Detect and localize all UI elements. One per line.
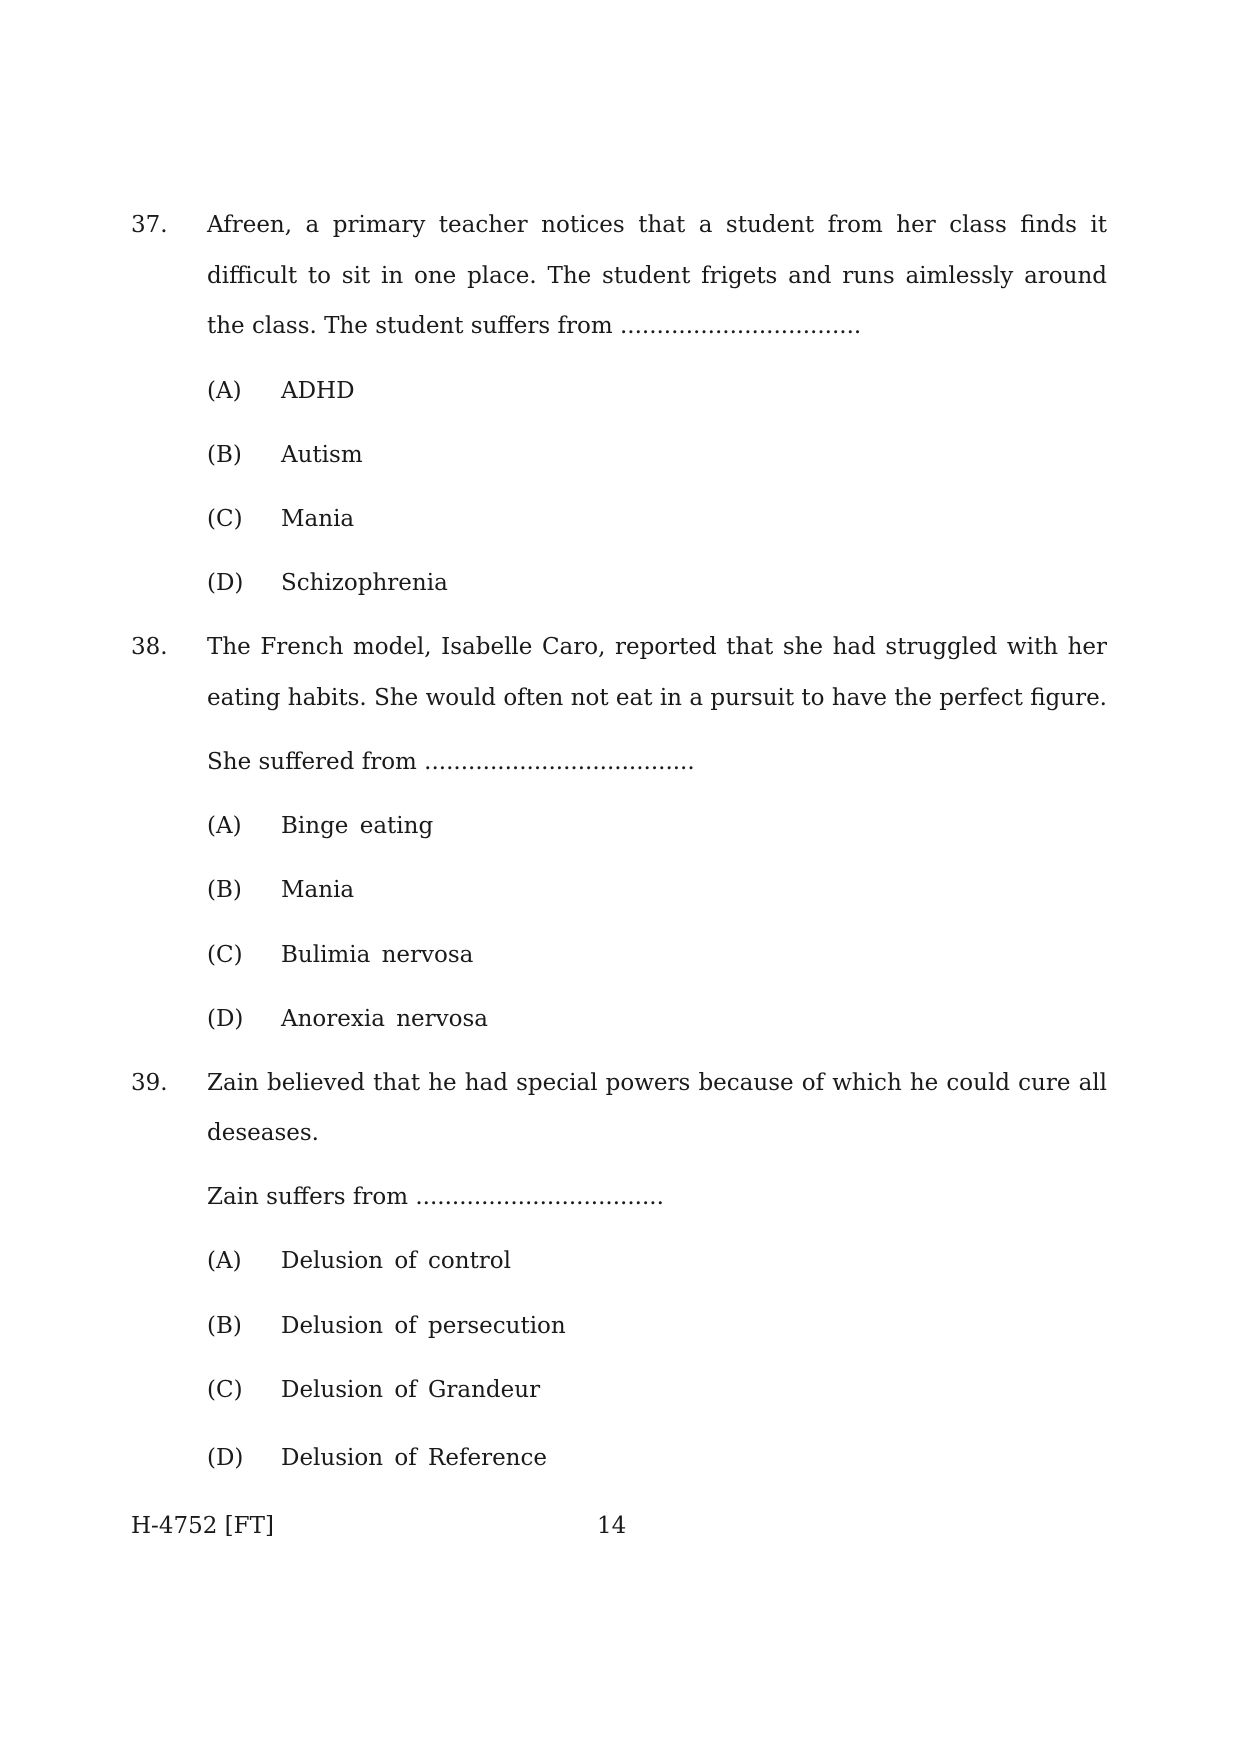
option-text: Delusion of Grandeur — [281, 1377, 541, 1403]
option-text: Bulimia nervosa — [281, 942, 474, 968]
option-label: (A) — [207, 1248, 242, 1274]
option-text: Delusion of Reference — [281, 1445, 547, 1471]
question-text-line: Zain suffers from .................................. — [207, 1184, 664, 1210]
option-text: Anorexia nervosa — [281, 1006, 489, 1032]
question-text-line: deseases. — [207, 1120, 319, 1146]
option-text: Delusion of persecution — [281, 1313, 566, 1339]
option-label: (B) — [207, 877, 242, 903]
page-number: 14 — [597, 1513, 627, 1539]
question-text-line: She suffered from ..................................... — [207, 749, 695, 775]
option-text: Mania — [281, 877, 355, 903]
option-label: (D) — [207, 570, 244, 596]
question-number: 39. — [131, 1070, 168, 1096]
option-label: (C) — [207, 942, 243, 968]
option-label: (D) — [207, 1006, 244, 1032]
option-label: (D) — [207, 1445, 244, 1471]
option-label: (A) — [207, 813, 242, 839]
paper-code: H-4752 [FT] — [131, 1513, 274, 1539]
question-text-line: the class. The student suffers from ................................. — [207, 313, 862, 339]
option-label: (C) — [207, 1377, 243, 1403]
question-text-line: difficult to sit in one place. The student frigets and runs aimlessly around — [207, 263, 1107, 289]
option-text: Delusion of control — [281, 1248, 512, 1274]
question-text-line: Afreen, a primary teacher notices that a student from her class finds it — [207, 212, 1107, 238]
question-number: 38. — [131, 634, 168, 660]
option-label: (C) — [207, 506, 243, 532]
option-text: Mania — [281, 506, 355, 532]
question-number: 37. — [131, 212, 168, 238]
option-label: (B) — [207, 1313, 242, 1339]
option-text: Autism — [281, 442, 363, 468]
option-text: Binge eating — [281, 813, 434, 839]
question-text-line: eating habits. She would often not eat in a pursuit to have the perfect figure. — [207, 685, 1107, 711]
question-text-line: The French model, Isabelle Caro, reported that she had struggled with her — [207, 634, 1107, 660]
question-text-line: Zain believed that he had special powers because of which he could cure all — [207, 1070, 1107, 1096]
option-label: (A) — [207, 378, 242, 404]
option-text: ADHD — [281, 378, 355, 404]
option-label: (B) — [207, 442, 242, 468]
option-text: Schizophrenia — [281, 570, 448, 596]
